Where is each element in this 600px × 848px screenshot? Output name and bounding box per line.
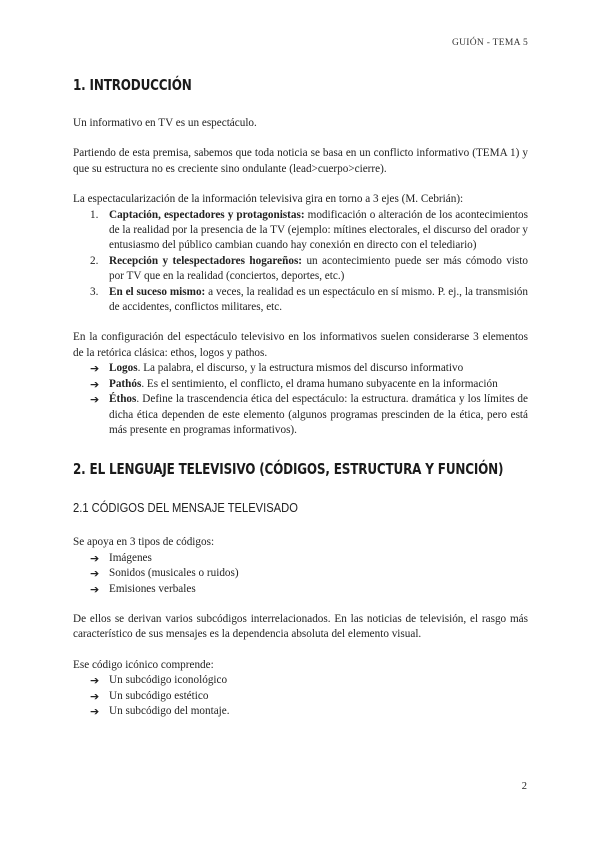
section-1-title: 1. INTRODUCCIÓN xyxy=(73,76,192,94)
list-item: ➔ Logos. La palabra, el discurso, y la estructura mismos del discurso informativo xyxy=(90,362,464,376)
page-number: 2 xyxy=(521,781,527,792)
list-item: 1. Captación, espectadores y protagonistas: modificación o alteración de los acontecimientos de la realidad por la presencia de la TV (ejemplo: mítines electorales, el discurso del orador y entusiasmo del público cambian cuando hay conexión en directo con el telediario) xyxy=(90,208,528,252)
arrow-icon: ➔ xyxy=(90,362,100,376)
list-item: ➔ Un subcódigo estético xyxy=(90,689,209,703)
list-item: ➔ Imágenes xyxy=(90,551,152,565)
section-2-title: 2. EL LENGUAJE TELEVISIVO (CÓDIGOS, ESTRUCTURA Y FUNCIÓN) xyxy=(73,460,504,479)
list-item: ➔ Pathós. Es el sentimiento, el conflicto, el drama humano subyacente en la información xyxy=(90,377,498,391)
intro-paragraph-1: Un informativo en TV es un espectáculo. xyxy=(73,117,257,129)
axes-list xyxy=(73,208,528,316)
list-item: ➔ Sonidos (musicales o ruidos) xyxy=(90,567,239,581)
intro-paragraph-4: En la configuración del espectáculo televisivo en los informativos suelen considerarse 3 elementos de la retórica clásica: ethos, logos y pathos. xyxy=(73,331,528,359)
arrow-icon: ➔ xyxy=(90,393,100,407)
intro-paragraph-2: Partiendo de esta premisa, sabemos que toda noticia se basa en un conflicto informativo (TEMA 1) y que su estructura no es creciente sino ondulante (lead>cuerpo>cierre). xyxy=(73,147,528,175)
arrow-icon: ➔ xyxy=(90,377,100,391)
arrow-icon: ➔ xyxy=(90,551,100,565)
page-header: GUIÓN - TEMA 5 xyxy=(451,38,528,48)
subcodes-list xyxy=(73,673,528,719)
arrow-icon: ➔ xyxy=(90,582,100,596)
rhetoric-list xyxy=(73,361,528,438)
list-item: 3. En el suceso mismo: a veces, la realidad es un espectáculo en sí mismo. P. ej., la transmisión de accidentes, conflictos militares, etc. xyxy=(90,285,528,314)
subcodes-paragraph: De ellos se derivan varios subcódigos interrelacionados. En las noticias de televisión, el rasgo más característico de sus mensajes es la dependencia absoluta del elemento visual. xyxy=(73,612,528,641)
arrow-icon: ➔ xyxy=(90,674,100,688)
list-item: ➔ Un subcódigo iconológico xyxy=(90,674,228,688)
arrow-icon: ➔ xyxy=(90,704,100,718)
codes-intro: Se apoya en 3 tipos de códigos: xyxy=(73,536,215,549)
page-content xyxy=(73,70,528,719)
codes-list xyxy=(73,551,528,597)
list-item: ➔ Éthos. Define la trascendencia ética del espectáculo: la estructura. dramática y los límites de dicha ética dependen de este elemento (algunos programas prescinden de la ética, pero está más presente en programas informativos). xyxy=(90,393,528,436)
list-item: ➔ Emisiones verbales xyxy=(90,582,196,596)
iconic-code-intro: Ese código icónico comprende: xyxy=(73,658,214,671)
list-item: ➔ Un subcódigo del montaje. xyxy=(90,704,230,718)
arrow-icon: ➔ xyxy=(90,689,100,703)
section-2-1-title: 2.1 CÓDIGOS DEL MENSAJE TELEVISADO xyxy=(73,500,298,516)
arrow-icon: ➔ xyxy=(90,567,100,581)
list-item: 2. Recepción y telespectadores hogareños: un acontecimiento puede ser más cómodo visto por TV que en la realidad (conciertos, deportes, etc.) xyxy=(90,254,528,283)
intro-paragraph-3: La espectacularización de la información televisiva gira en torno a 3 ejes (M. Cebrián): xyxy=(73,193,464,206)
